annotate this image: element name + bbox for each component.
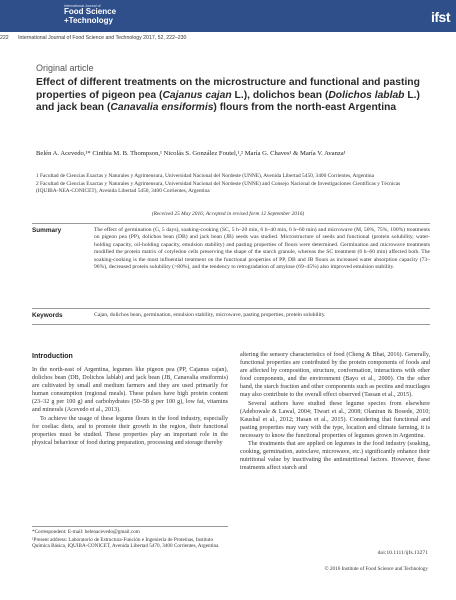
paragraph: To achieve the usage of these legume flours in the food industry, especially for coeliac diets, and to promote their growth in the region, their functional properties must be studied. These properties play an important role in the physical behaviour of food during preparation, processing and storage thereby xyxy=(32,415,228,446)
paragraph: altering the sensory characteristics of food (Cheng & Bhat, 2016). Generally, functional properties are contributed by the protein components of foods and are affected by composition, structure, conformation, interactions with other food components, and the environment (Bayo et al., 2000). On the other hand, the starch fraction and other components such as pectins and mucilages may also contribute to the overall effect observed (Tassan et al., 2015). xyxy=(240,352,430,399)
summary-label: Summary xyxy=(32,227,62,234)
journal-banner xyxy=(0,0,456,32)
ifst-logo xyxy=(410,7,450,27)
summary-text: The effect of germination (G, 5 days), soaking-cooking (SC, 5 h–20 min, 6 h–40 min, 6 h–60 min) and microwave (M, 50%, 75%, 100%) treatments on pigeon pea (PP), dolichos bean (DB) and jack bean (JB) seeds was studied. Microstructure of seeds and functional (protein solubility, water-holding capacity, oil-holding capacity, emulsion stability) and pasting properties of flours were determined. Germination and microwave treatments modified the protein matrix of cotyledon cells preserving the shape of the starch granule, whereas the SC treatment (6 h–60 min) affected both. The soaking-cooking is the most influential treatment on the functional properties of PP, DB and JB flours as increased water absorption capacity (73–96%), decreased protein solubility (>80%), and the tendency to retrogradation of amylose (69–45%) also improved emulsion stability. xyxy=(94,227,430,271)
logo-line3: +Technology xyxy=(64,15,113,25)
article-type: Original article xyxy=(36,63,94,73)
copyright: © 2016 Institute of Food Science and Technology xyxy=(324,566,428,572)
paragraph: In the north-east of Argentina, legumes like pigeon pea (PP, Cajanus cajan), dolichos bean (DB, Dolichos lablab) and jack bean (JB, Canavalia ensiformis) are cultivated by small and medium farmers and they are used primarily for human consumption (regional meals). These pulses have high protein content (23–32 g per 100 g) and carbohydrates (50–58 g per 100 g), low fat, vitamins and minerals (Acevedo et al., 2013). xyxy=(32,367,228,414)
title-part: ) flours from the north-east Argentina xyxy=(213,102,397,114)
paragraph: Several authors have studied these legume species from elsewhere (Adebowale & Lawal, 2004; Tiwari et al., 2008; Olaniran & Bosede, 2010; Kaushal et al., 2012; Hasan et al., 2015). Considering that functional and pasting properties may vary with the type, location and climate farming, it is necessary to know the functional properties of legumes grown in Argentina. xyxy=(240,400,430,439)
title-species: Cajanus cajan xyxy=(162,89,232,101)
title-species: Canavalia ensiformis xyxy=(110,102,214,114)
affiliations xyxy=(36,173,416,196)
title-species: Dolichos lablab xyxy=(328,89,405,101)
doi: doi:10.1111/ijfs.13271 xyxy=(377,550,428,556)
correspondent-note: *Correspondent: E-mail: belenacevedo@gmail.com xyxy=(32,529,140,535)
left-column xyxy=(32,366,228,447)
author-list: Belén A. Acevedo,¹* Cinthia M. B. Thompson,¹ Nicolás S. González Foutel,¹,² María G. Chaves¹ & María V. Avanza¹ xyxy=(36,150,346,157)
article-title xyxy=(36,77,432,115)
keywords-label: Keywords xyxy=(32,312,63,319)
running-header-text: International Journal of Food Science and Technology 2017, 52, 222–230 xyxy=(18,35,187,41)
logo-line1: International Journal of xyxy=(64,4,101,8)
logo-line2: Food Science xyxy=(64,7,117,16)
footnotes xyxy=(32,526,228,551)
affiliation: 1 Facultad de Ciencias Exactas y Naturales y Agrimensura, Universidad Nacional del Nordeste (UNNE), Avenida Libertad 5450, 3400 Corrientes, Argentina xyxy=(36,173,374,179)
received-dates: (Received 25 May 2016; Accepted in revised form 12 September 2016) xyxy=(151,211,305,217)
affiliation: 2 Facultad de Ciencias Exactas y Naturales y Agrimensura, Universidad Nacional del Nordeste (UNNE) and Consejo Nacional de Investigaciones Científicas y Técnicas (IQUIBA-NEA-CONICET), Avenida Libertad 5450, 3400 Corrientes, Argentina xyxy=(36,181,401,194)
journal-logo xyxy=(64,4,146,28)
ifst-mark: ifst xyxy=(431,9,450,25)
right-column xyxy=(240,351,430,472)
divider xyxy=(32,223,430,224)
divider xyxy=(32,324,430,325)
keywords-text: Cajan, dolichos bean, germination, emulsion stability, microwave, pasting properties, protein solubility. xyxy=(94,312,326,318)
page-number: 222 xyxy=(0,35,9,41)
title-part: L.), dolichos bean ( xyxy=(231,89,329,101)
divider xyxy=(32,308,430,309)
title-part: L.) and jack bean ( xyxy=(36,89,420,114)
section-heading: Introduction xyxy=(32,353,73,360)
present-address-note: ¹Present address: Laboratorio de Estructura-Función e Ingeniería de Proteínas, Instituto Química Básica, IQUIBA-CONICET, Avenida Libertad 5470, 3400 Corrientes, Argentina xyxy=(32,536,219,550)
running-header xyxy=(0,35,186,41)
paragraph: The treatments that are applied on legumes in the food industry (soaking, cooking, germination, autoclave, microwave, etc.) significantly enhance their nutritional value by inactivating the antinutritional factors. However, these treatments affect starch and xyxy=(240,441,430,472)
title-part: Effect of different treatments on the microstructure and functional and pasting properties of pigeon pea ( xyxy=(36,77,420,101)
